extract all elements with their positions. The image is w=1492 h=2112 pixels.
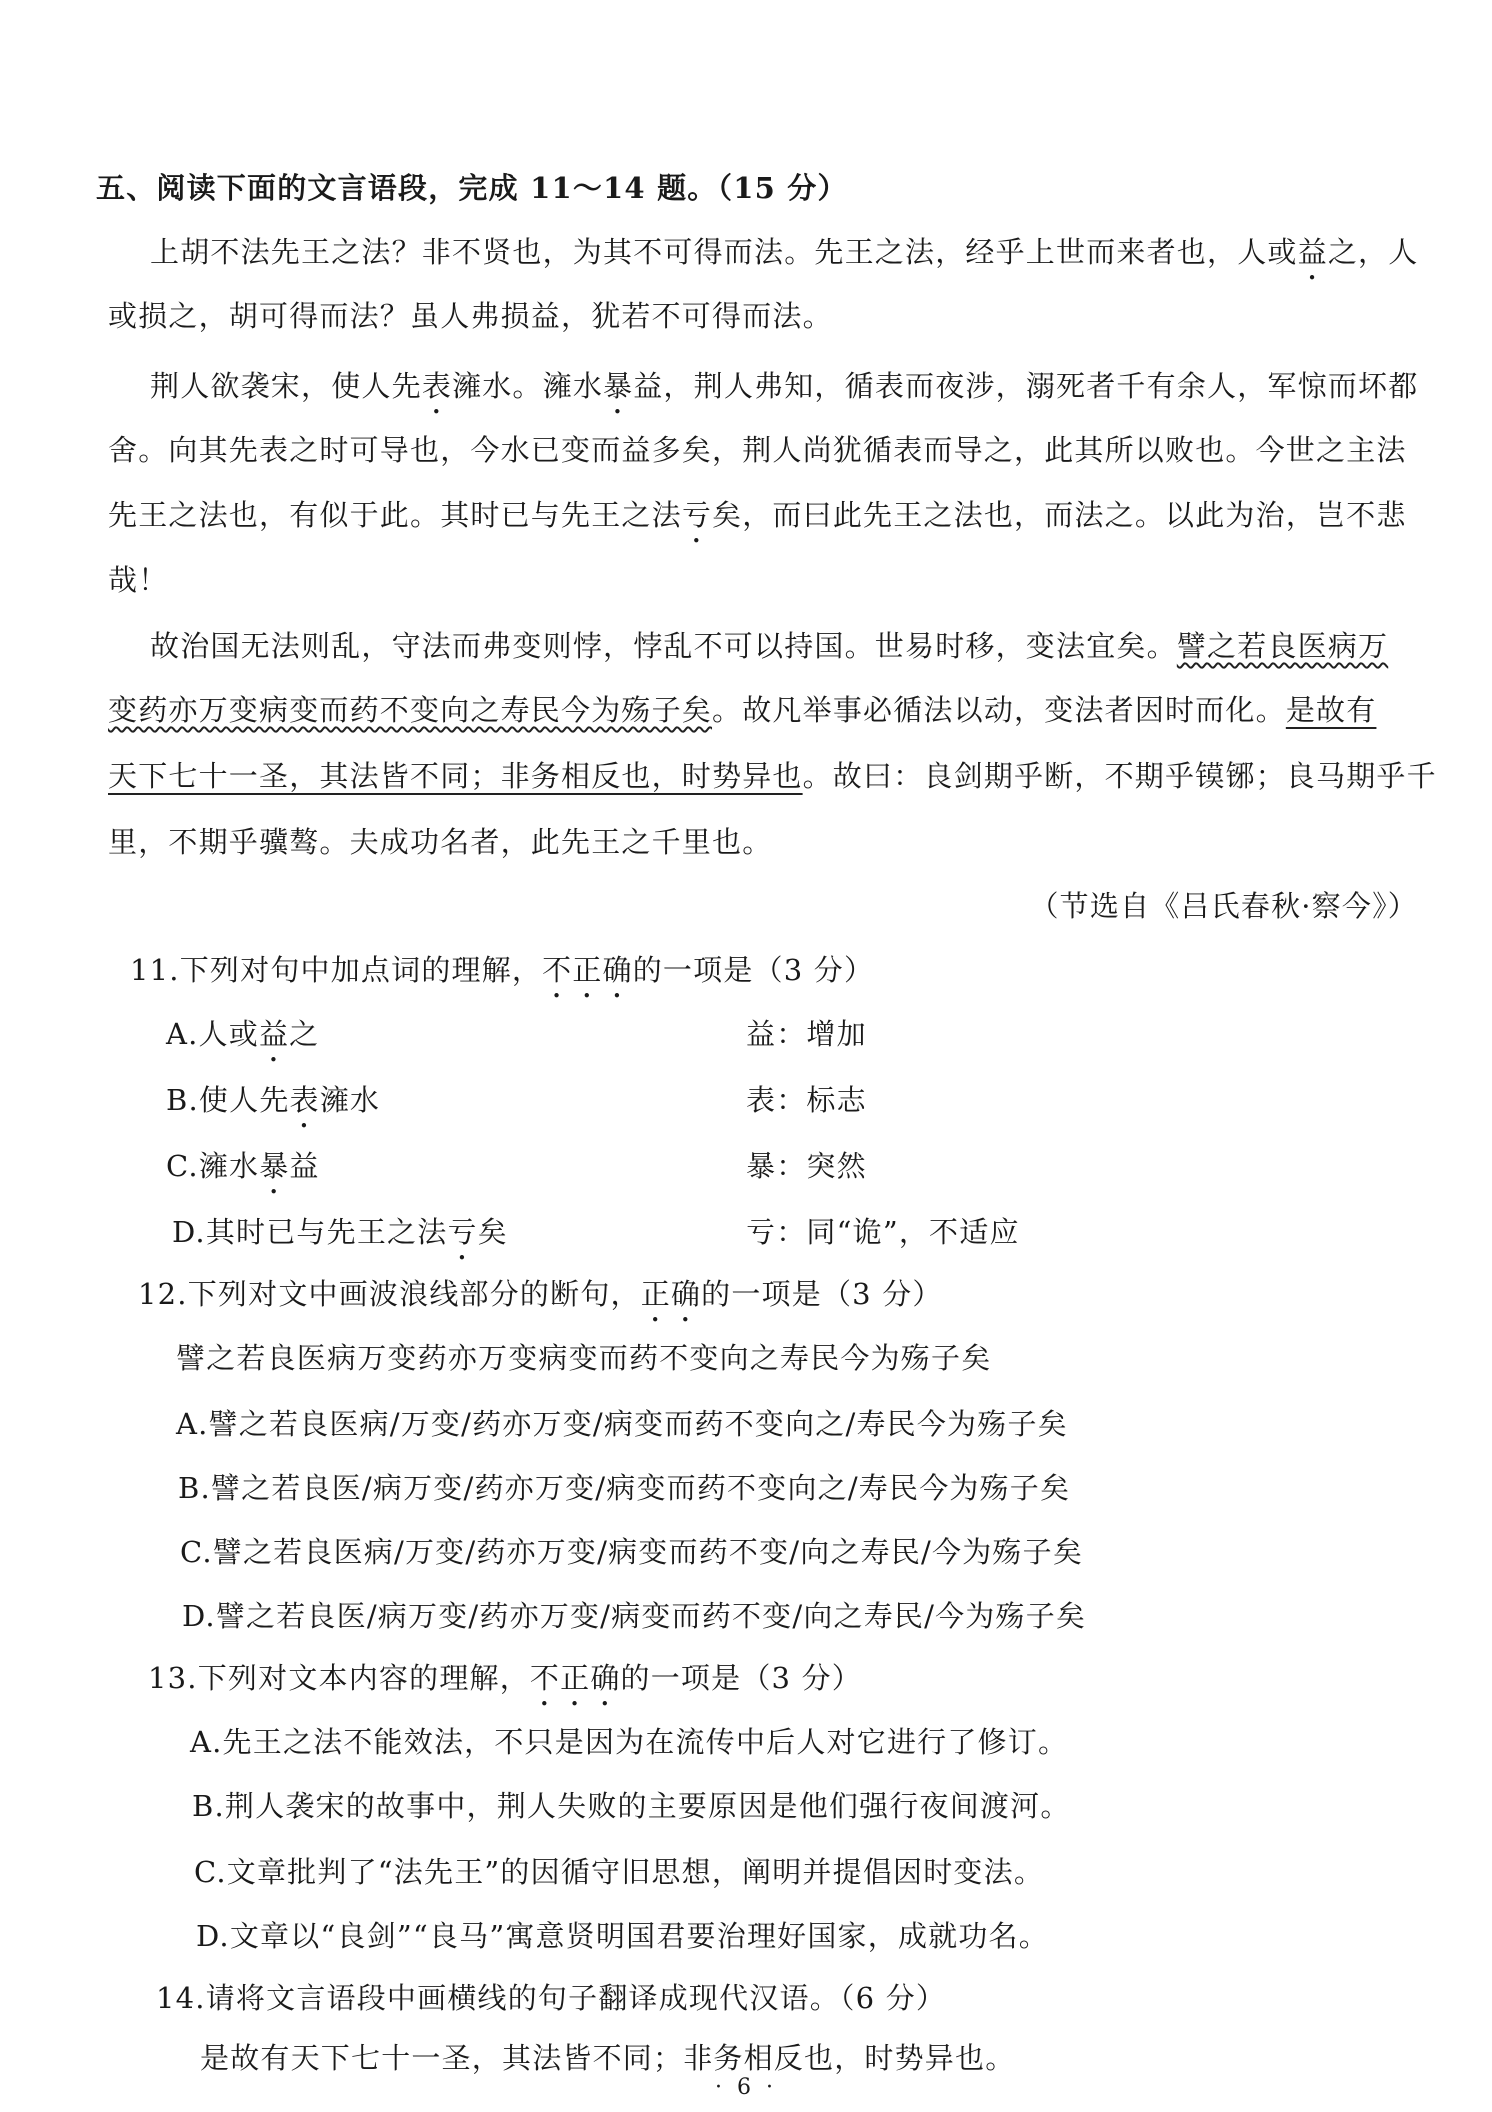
passage-line: 变药亦万变病变而药不变向之寿民今为殇子矣。故凡举事必循法以动，变法者因时而化。是故有: [108, 693, 1377, 727]
passage-line: 上胡不法先王之法？非不贤也，为其不可得而法。先王之法，经乎上世而来者也，人或益之，人: [150, 235, 1419, 269]
question-13-stem: 13.下列对文本内容的理解，不正确的一项是（3 分）: [148, 1661, 863, 1695]
question-14-stem: 14.请将文言语段中画横线的句子翻译成现代汉语。（6 分）: [156, 1981, 947, 2015]
question-11-option: D.其时已与先王之法亏矣 亏：同“诡”，不适应: [172, 1215, 1020, 1249]
question-12-text: 譬之若良医病万变药亦万变病变而药不变向之寿民今为殇子矣: [176, 1341, 992, 1375]
question-14-sentence: 是故有天下七十一圣，其法皆不同；非务相反也，时势异也。: [200, 2041, 1016, 2075]
question-13-option: D.文章以“良剑”“良马”寓意贤明国君要治理好国家，成就功名。: [196, 1919, 1049, 1953]
question-12-option: B.譬之若良医/病万变/药亦万变/病变而药不变向之/寿民今为殇子矣: [178, 1471, 1071, 1505]
section-heading: 五、阅读下面的文言语段，完成 11～14 题。（15 分）: [96, 171, 848, 205]
passage-source: （节选自《吕氏春秋·察今》）: [1029, 889, 1418, 923]
question-13-option: B.荆人袭宋的故事中，荆人失败的主要原因是他们强行夜间渡河。: [192, 1789, 1071, 1823]
passage-line: 故治国无法则乱，守法而弗变则悖，悖乱不可以持国。世易时移，变法宜矣。譬之若良医病万: [150, 629, 1389, 663]
question-11-option: C.澭水暴益 暴：突然: [166, 1149, 867, 1183]
passage-line: 天下七十一圣，其法皆不同；非务相反也，时势异也。故曰：良剑期乎断，不期乎镆铘；良马期乎千: [108, 759, 1437, 793]
passage-line: 或损之，胡可得而法？虽人弗损益，犹若不可得而法。: [108, 299, 833, 333]
question-13-option: A.先王之法不能效法，不只是因为在流传中后人对它进行了修订。: [190, 1725, 1069, 1759]
dotted-word: 正确: [640, 1277, 702, 1311]
dotted-word: 不正确: [529, 1661, 621, 1695]
dotted-word: 暴: [603, 369, 634, 403]
dotted-word: 益: [1297, 235, 1328, 269]
question-12-option: A.譬之若良医病/万变/药亦万变/病变而药不变向之/寿民今为殇子矣: [176, 1407, 1068, 1441]
dotted-word: 不正确: [542, 953, 633, 987]
question-13-option: C.文章批判了“法先王”的因循守旧思想，阐明并提倡因时变法。: [194, 1855, 1045, 1889]
passage-line: 哉！: [108, 563, 169, 597]
question-11-stem: 11.下列对句中加点词的理解，不正确的一项是（3 分）: [130, 953, 875, 987]
passage-line: 舍。向其先表之时可导也，今水已变而益多矣，荆人尚犹循表而导之，此其所以败也。今世之主法: [108, 433, 1407, 467]
wavy-underlined-text: 譬之若良医病万: [1176, 629, 1389, 663]
question-11-option: A.人或益之 益：增加: [166, 1017, 867, 1051]
passage-line: 里，不期乎骥骜。夫成功名者，此先王之千里也。: [108, 825, 773, 859]
page-number: · 6 ·: [715, 2075, 777, 2100]
passage-line: 先王之法也，有似于此。其时已与先王之法亏矣，而曰此先王之法也，而法之。以此为治，岂不悲: [108, 498, 1407, 532]
underlined-text: 天下七十一圣，其法皆不同；非务相反也，时势异也: [108, 759, 803, 793]
wavy-underlined-text: 变药亦万变病变而药不变向之寿民今为殇子矣: [108, 693, 713, 727]
question-12-option: C.譬之若良医病/万变/药亦万变/病变而药不变/向之寿民/今为殇子矣: [180, 1535, 1084, 1569]
passage-line: 荆人欲袭宋，使人先表澭水。澭水暴益，荆人弗知，循表而夜涉，溺死者千有余人，军惊而坏都: [150, 369, 1419, 403]
question-12-stem: 12.下列对文中画波浪线部分的断句，正确的一项是（3 分）: [138, 1277, 943, 1311]
question-11-option: B.使人先表澭水 表：标志: [166, 1083, 867, 1117]
question-12-option: D.譬之若良医/病万变/药亦万变/病变而药不变/向之寿民/今为殇子矣: [182, 1599, 1087, 1633]
dotted-word: 亏: [681, 498, 713, 532]
underlined-text: 是故有: [1285, 693, 1377, 727]
dotted-word: 表: [421, 369, 453, 403]
